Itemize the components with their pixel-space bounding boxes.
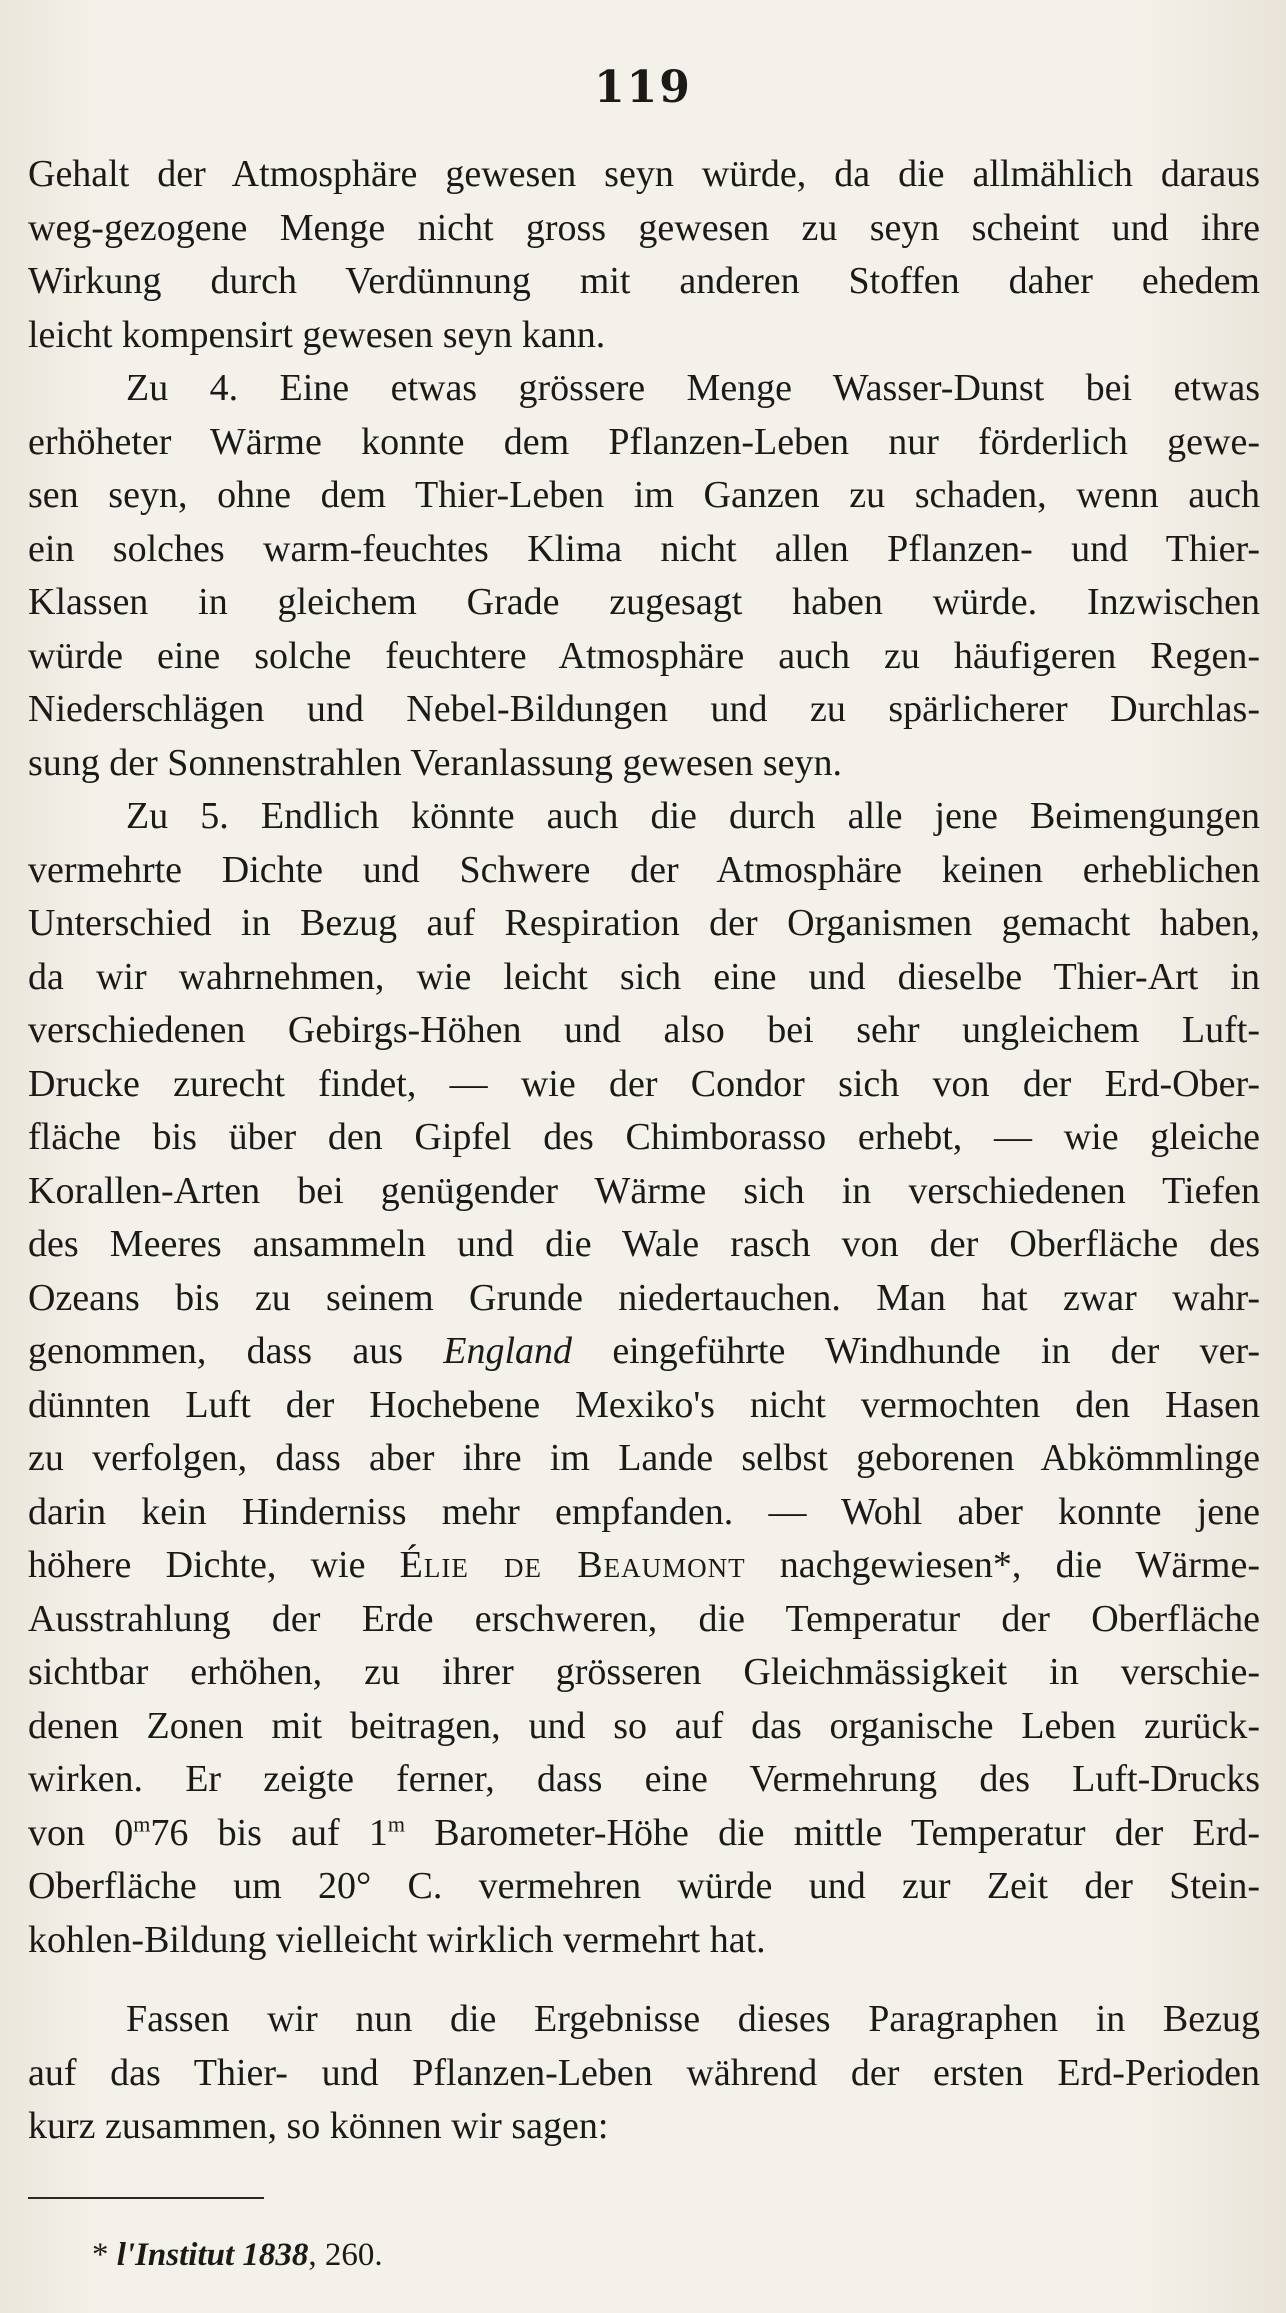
text-line: Ausstrahlung der Erde erschweren, die Temperatur der Oberfläche [28, 1597, 1260, 1640]
text-line: weg-gezogene Menge nicht gross gewesen zu seyn scheint und ihre [28, 206, 1260, 249]
text-line: Niederschlägen und Nebel-Bildungen und zu spärlicherer Durchlas- [28, 688, 1260, 730]
text-line: vermehrte Dichte und Schwere der Atmosphäre keinen erheblichen [28, 848, 1260, 891]
text-line: leicht kompensirt gewesen seyn kann. [28, 313, 606, 356]
text-fragment: nachgewiesen*, die Wärme- [745, 1544, 1260, 1586]
text-line-beaumont [28, 1539, 1260, 1593]
text-line: ein solches warm-feuchtes Klima nicht allen Pflanzen- und Thier- [28, 527, 1260, 570]
text-line: kurz zusammen, so können wir sagen: [28, 2105, 609, 2147]
text-fragment: genommen, dass aus [28, 1330, 444, 1372]
footnote-page: , 260. [308, 2237, 383, 2273]
footnote-source: l'Institut 1838 [116, 2237, 309, 2273]
text-line: darin kein Hinderniss mehr empfanden. — Wohl aber konnte jene [28, 1490, 1260, 1533]
text-line: Klassen in gleichem Grade zugesagt haben würde. Inzwischen [28, 581, 1260, 623]
text-line: wirken. Er zeigte ferner, dass eine Vermehrung des Luft-Drucks [28, 1758, 1260, 1800]
footnote-rule [28, 2197, 264, 2199]
text-line: Ozeans bis zu seinem Grunde niedertauchen. Man hat zwar wahr- [28, 1276, 1260, 1319]
text-line: da wir wahrnehmen, wie leicht sich eine und dieselbe Thier-Art in [28, 955, 1260, 998]
text-line: Fassen wir nun die Ergebnisse dieses Paragraphen in Bezug [126, 1998, 1260, 2040]
text-line: kohlen-Bildung vielleicht wirklich vermehrt hat. [28, 1918, 766, 1961]
text-line: sung der Sonnenstrahlen Veranlassung gewesen seyn. [28, 741, 843, 784]
text-line: sen seyn, ohne dem Thier-Leben im Ganzen zu schaden, wenn auch [28, 474, 1260, 516]
paragraph-gap [28, 1967, 1260, 1993]
text-line: erhöheter Wärme konnte dem Pflanzen-Leben nur förderlich gewe- [28, 420, 1260, 463]
text-line: des Meeres ansammeln und die Wale rasch von der Oberfläche des [28, 1223, 1260, 1265]
text-line: denen Zonen mit beitragen, und so auf das organische Leben zurück- [28, 1704, 1260, 1747]
text-fragment: Barometer-Höhe die mittle Temperatur der Erd- [405, 1811, 1260, 1854]
footnote [92, 2237, 383, 2274]
text-line: Oberfläche um 20° C. vermehren würde und zur Zeit der Stein- [28, 1865, 1260, 1907]
text-line: Korallen-Arten bei genügender Wärme sich in verschiedenen Tiefen [28, 1169, 1260, 1212]
body-text [28, 148, 1260, 2154]
footnote-marker: * [92, 2237, 109, 2273]
text-fragment: 76 bis auf 1 [150, 1811, 388, 1854]
superscript-unit: m [133, 1810, 151, 1836]
text-line: Gehalt der Atmosphäre gewesen seyn würde, da die allmählich daraus [28, 153, 1260, 195]
text-line: zu verfolgen, dass aber ihre im Lande selbst geborenen Abkömmlinge [28, 1437, 1260, 1479]
small-caps-author-name: Élie de Beaumont [399, 1544, 746, 1586]
text-line: Wirkung durch Verdünnung mit anderen Stoffen daher ehedem [28, 260, 1260, 302]
superscript-unit: m [387, 1810, 406, 1836]
text-line-barometer [28, 1807, 1260, 1861]
text-line: Zu 5. Endlich könnte auch die durch alle jene Beimengungen [126, 795, 1260, 837]
italic-place-name: England [443, 1330, 573, 1372]
text-line: fläche bis über den Gipfel des Chimborasso erhebt, — wie gleiche [28, 1116, 1260, 1158]
text-line: Drucke zurecht findet, — wie der Condor sich von der Erd-Ober- [28, 1062, 1260, 1105]
text-line: verschiedenen Gebirgs-Höhen und also bei sehr ungleichem Luft- [28, 1009, 1260, 1051]
text-fragment: von 0 [28, 1811, 134, 1854]
page-number: 119 [594, 62, 692, 113]
text-line-england [28, 1325, 1260, 1379]
text-line: Unterschied in Bezug auf Respiration der Organismen gemacht haben, [28, 902, 1260, 944]
text-fragment: höhere Dichte, wie [28, 1544, 400, 1586]
text-line: sichtbar erhöhen, zu ihrer grösseren Gleichmässigkeit in verschie- [28, 1651, 1260, 1693]
text-line: dünnten Luft der Hochebene Mexiko's nicht vermochten den Hasen [28, 1383, 1260, 1426]
text-line: Zu 4. Eine etwas grössere Menge Wasser-Dunst bei etwas [126, 367, 1260, 409]
text-line: würde eine solche feuchtere Atmosphäre auch zu häufigeren Regen- [28, 634, 1260, 677]
text-fragment: eingeführte Windhunde in der ver- [572, 1330, 1260, 1372]
text-line: auf das Thier- und Pflanzen-Leben während der ersten Erd-Perioden [28, 2051, 1260, 2094]
